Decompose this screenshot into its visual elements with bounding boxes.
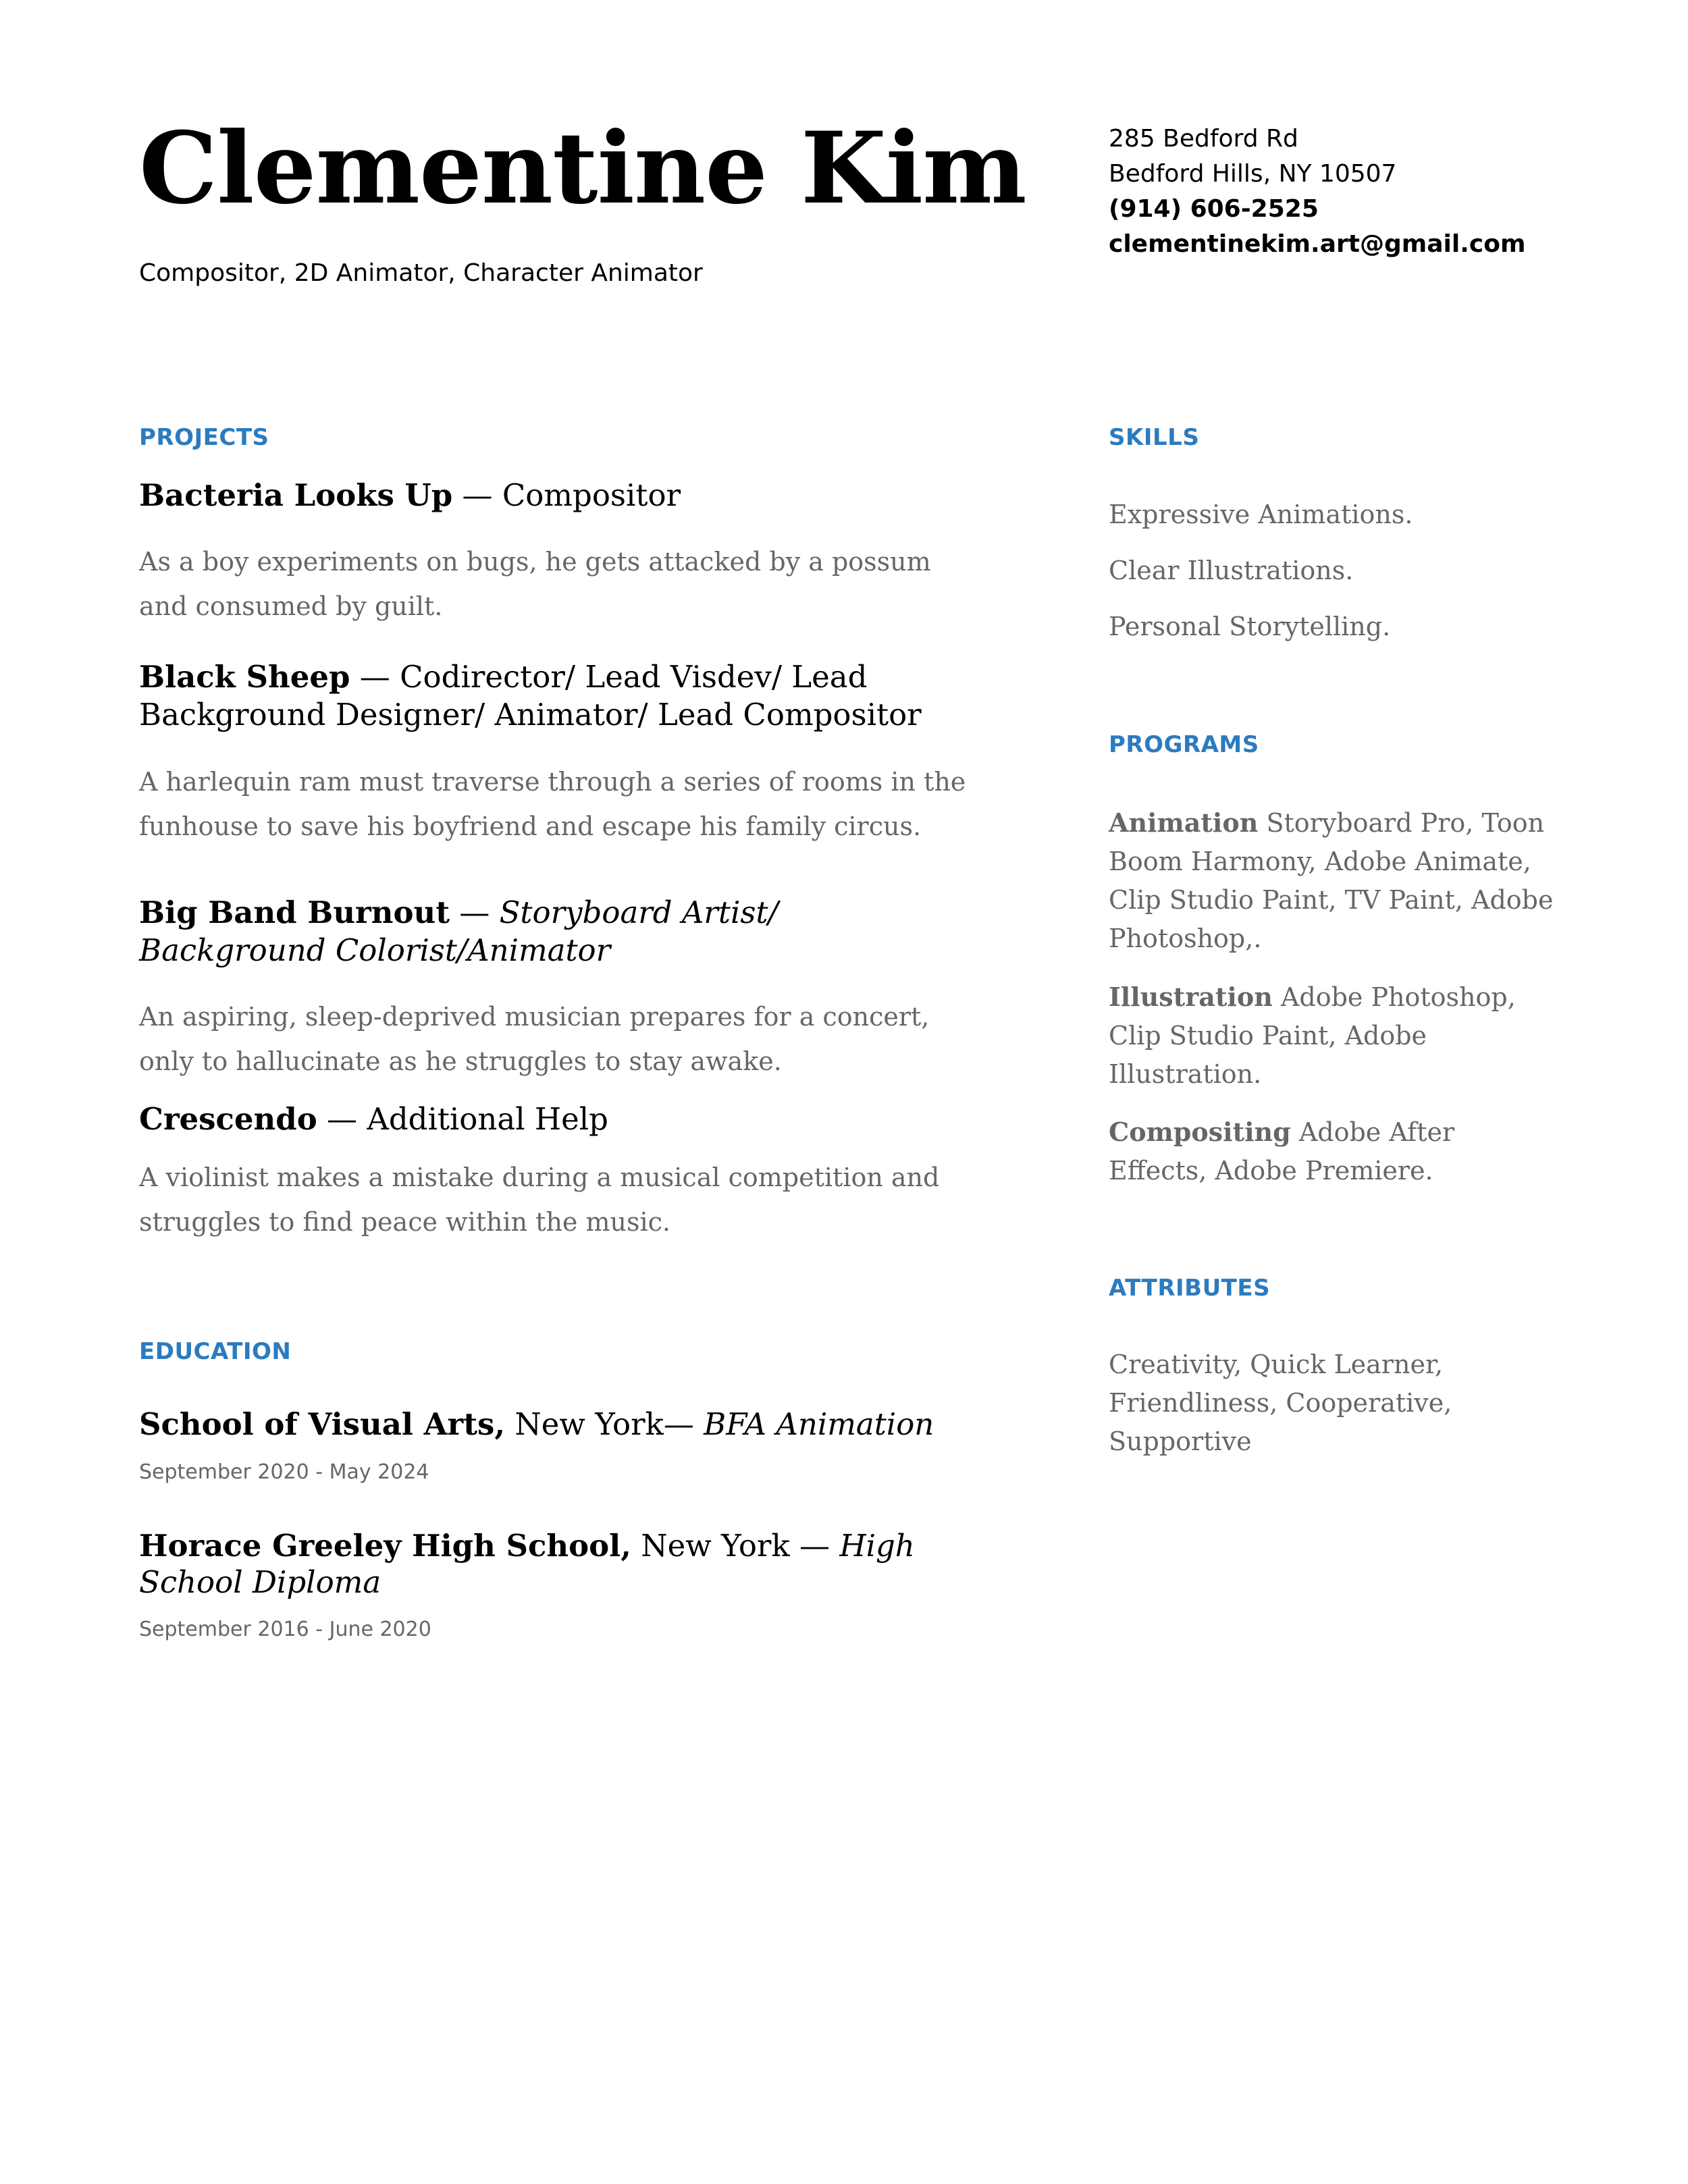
school-name: School of Visual Arts, bbox=[139, 1406, 506, 1442]
education-dates-wrap bbox=[139, 1618, 1037, 1641]
project-description-wrap bbox=[139, 760, 1037, 849]
project-title-line: Black Sheep — Codirector/ Lead Visdev/ Lead Background Designer/ Animator/ Lead Compositor bbox=[139, 659, 922, 733]
candidate-name: Clementine Kim bbox=[139, 111, 1026, 226]
project-role: Storyboard Artist/ Background Colorist/Animator bbox=[139, 895, 779, 968]
skills-heading: SKILLS bbox=[1109, 424, 1200, 451]
skill-item: Personal Storytelling. bbox=[1109, 612, 1391, 641]
project-title: Crescendo bbox=[139, 1101, 317, 1137]
project-description-wrap bbox=[139, 1155, 1037, 1244]
attributes-heading: ATTRIBUTES bbox=[1109, 1275, 1271, 1302]
project-role: Codirector/ Lead Visdev/ Lead Background Designer/ Animator/ Lead Compositor bbox=[139, 659, 922, 733]
project-role: Additional Help bbox=[367, 1101, 608, 1137]
school-location: New York — bbox=[641, 1528, 830, 1564]
project-title: Black Sheep bbox=[139, 659, 350, 695]
project-description: A violinist makes a mistake during a musical competition and struggles to find peace within the music. bbox=[139, 1163, 940, 1237]
attributes-section bbox=[1109, 1275, 1554, 1302]
program-category: Animation bbox=[1109, 807, 1259, 838]
program-list: Storyboard Pro, Toon Boom Harmony, Adobe Animate, Clip Studio Paint, TV Paint, Adobe Photoshop,. bbox=[1109, 808, 1554, 953]
projects-heading: PROJECTS bbox=[139, 424, 269, 451]
education-dates: September 2016 - June 2020 bbox=[139, 1618, 431, 1641]
project-item bbox=[139, 477, 1037, 514]
project-description: As a boy experiments on bugs, he gets attacked by a possum and consumed by guilt. bbox=[139, 547, 931, 621]
education-heading: EDUCATION bbox=[139, 1338, 292, 1365]
project-description-wrap bbox=[139, 539, 936, 629]
education-section bbox=[139, 1338, 1037, 1365]
education-title-line bbox=[139, 1528, 983, 1601]
project-role: Compositor bbox=[502, 477, 681, 513]
project-description-wrap bbox=[139, 994, 963, 1084]
programs-section bbox=[1109, 731, 1554, 758]
program-list: Adobe Photoshop, Clip Studio Paint, Adobe Illustration. bbox=[1109, 982, 1516, 1089]
candidate-tagline: Compositor, 2D Animator, Character Animator bbox=[139, 259, 703, 287]
program-group bbox=[1109, 978, 1554, 1094]
skill-item: Clear Illustrations. bbox=[1109, 556, 1354, 585]
project-title: Bacteria Looks Up bbox=[139, 477, 453, 513]
attributes-text: Creativity, Quick Learner, Friendliness, Cooperative, Supportive bbox=[1109, 1350, 1452, 1456]
project-item bbox=[139, 658, 1010, 734]
skills-section bbox=[1109, 424, 1554, 451]
program-category: Illustration bbox=[1109, 982, 1273, 1012]
program-group bbox=[1109, 803, 1554, 958]
project-title: Big Band Burnout bbox=[139, 895, 450, 930]
project-item bbox=[139, 1100, 1037, 1138]
school-location: New York— bbox=[515, 1406, 694, 1442]
education-dates-wrap bbox=[139, 1460, 1037, 1484]
project-title-line: Crescendo — Additional Help bbox=[139, 1101, 608, 1137]
email-address[interactable]: clementinekim.art@gmail.com bbox=[1109, 230, 1526, 258]
education-item bbox=[139, 1528, 983, 1601]
address-line-2: Bedford Hills, NY 10507 bbox=[1109, 160, 1397, 188]
education-title-line bbox=[139, 1406, 1037, 1443]
project-item bbox=[139, 894, 949, 969]
project-title-line: Big Band Burnout — Storyboard Artist/ Background Colorist/Animator bbox=[139, 895, 779, 968]
contact-block bbox=[1109, 122, 1525, 262]
school-name: Horace Greeley High School, bbox=[139, 1528, 631, 1564]
education-item bbox=[139, 1406, 1037, 1443]
project-description: A harlequin ram must traverse through a series of rooms in the funhouse to save his boyfriend and escape his family circus. bbox=[139, 767, 966, 841]
education-dates: September 2020 - May 2024 bbox=[139, 1460, 429, 1484]
program-category: Compositing bbox=[1109, 1117, 1291, 1147]
phone-number[interactable]: (914) 606-2525 bbox=[1109, 195, 1319, 223]
program-list: Adobe After Effects, Adobe Premiere. bbox=[1109, 1117, 1455, 1186]
programs-heading: PROGRAMS bbox=[1109, 731, 1259, 758]
degree: High School Diploma bbox=[139, 1528, 915, 1600]
projects-section bbox=[139, 424, 1037, 451]
skill-item: Expressive Animations. bbox=[1109, 500, 1413, 529]
address-line-1: 285 Bedford Rd bbox=[1109, 125, 1298, 153]
project-title-line: Bacteria Looks Up — Compositor bbox=[139, 477, 681, 513]
project-description: An aspiring, sleep-deprived musician prepares for a concert, only to hallucinate as he struggles to stay awake. bbox=[139, 1002, 930, 1076]
degree: BFA Animation bbox=[704, 1406, 934, 1442]
program-group bbox=[1109, 1113, 1554, 1190]
